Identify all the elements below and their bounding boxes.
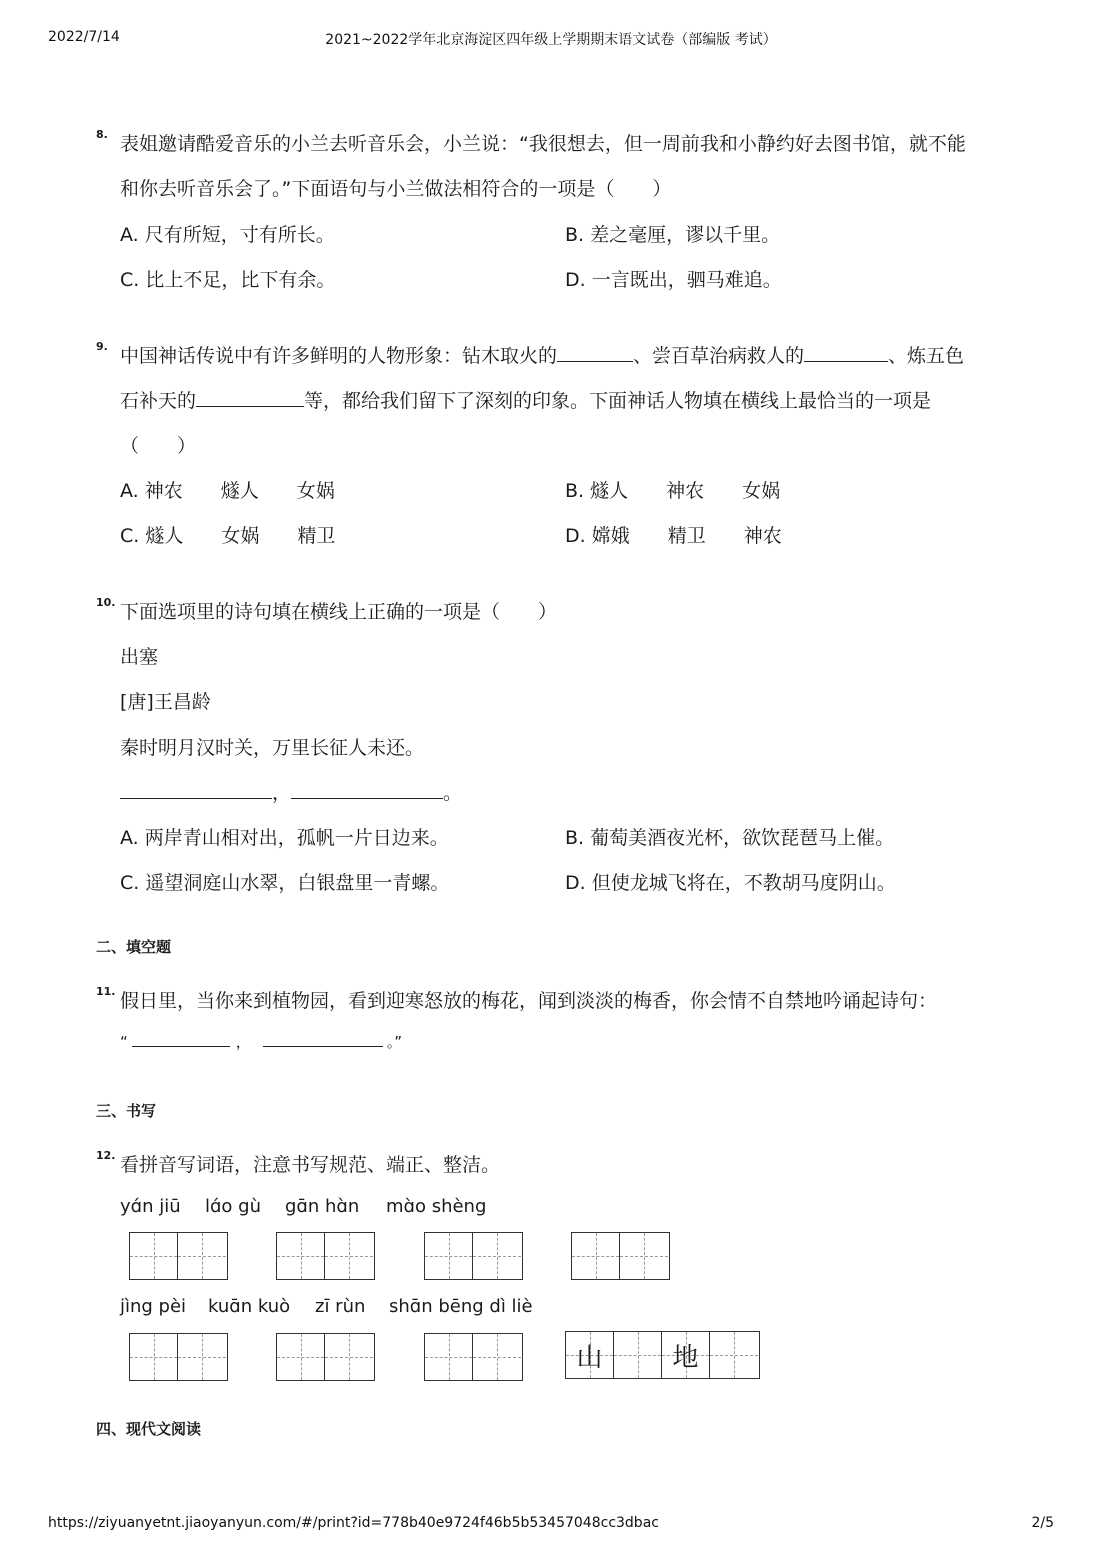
q11-answer-line: [120, 1031, 402, 1052]
writing-grid[interactable]: [571, 1232, 670, 1280]
grid-cell: [566, 1332, 614, 1378]
grid-cell[interactable]: [130, 1233, 178, 1279]
poem-verse: 秦时明月汉时关，万里长征人未还。: [120, 737, 425, 759]
q9-text-1a: 中国神话传说中有许多鲜明的人物形象：钻木取火的: [120, 345, 558, 367]
grid-cell[interactable]: [473, 1334, 521, 1380]
comma: ，: [235, 1033, 251, 1051]
given-character: 地: [672, 1342, 699, 1373]
q12-stem: 看拼音写词语，注意书写规范、端正、整洁。: [120, 1154, 501, 1176]
grid-cell[interactable]: [620, 1233, 668, 1279]
grid-cell[interactable]: [425, 1334, 473, 1380]
q8-stem-line2: 和你去听音乐会了。”下面语句与小兰做法相符合的一项是（ ）: [120, 178, 672, 200]
question-number-8: 8.: [96, 128, 108, 141]
blank-line: [196, 405, 304, 407]
pinyin-label: shɑ̄n bēng dì liè: [389, 1296, 533, 1317]
grid-cell[interactable]: [277, 1233, 325, 1279]
writing-grid[interactable]: [129, 1232, 228, 1280]
q10-stem: 下面选项里的诗句填在横线上正确的一项是（ ）: [120, 601, 558, 623]
section-heading-reading: 四、现代文阅读: [96, 1420, 202, 1438]
q8-option-b[interactable]: B. 差之毫厘，谬以千里。: [565, 224, 781, 246]
q8-option-d[interactable]: D. 一言既出，驷马难追。: [565, 269, 782, 291]
q10-option-c[interactable]: C. 遥望洞庭山水翠，白银盘里一青螺。: [120, 872, 450, 894]
writing-grid[interactable]: [129, 1333, 228, 1381]
blank-line: [291, 797, 443, 799]
question-number-9: 9.: [96, 340, 108, 353]
grid-cell[interactable]: [130, 1334, 178, 1380]
q9-option-c[interactable]: C. 燧人 女娲 精卫: [120, 525, 336, 547]
page-number: 2/5: [1031, 1515, 1054, 1531]
grid-cell[interactable]: [325, 1334, 373, 1380]
blank-line: [557, 360, 633, 362]
poem-blank-line: [120, 778, 462, 805]
poem-author: [唐]王昌龄: [120, 691, 211, 713]
grid-cell[interactable]: [277, 1334, 325, 1380]
q9-text-2b: 等，都给我们留下了深刻的印象。下面神话人物填在横线上最恰当的一项是: [304, 390, 932, 412]
q9-text-1b: 、尝百草治病救人的: [633, 345, 805, 367]
q9-option-b[interactable]: B. 燧人 神农 女娲: [565, 480, 781, 502]
writing-grid[interactable]: [276, 1333, 375, 1381]
pinyin-label: jìng pèi: [120, 1296, 187, 1317]
q8-option-a[interactable]: A. 尺有所短，寸有所长。: [120, 224, 335, 246]
q10-option-b[interactable]: B. 葡萄美酒夜光杯，欲饮琵琶马上催。: [565, 827, 895, 849]
q8-stem-line1: 表姐邀请酷爱音乐的小兰去听音乐会，小兰说：“我很想去，但一周前我和小静约好去图书馆，就不能: [120, 133, 966, 155]
writing-grid[interactable]: [276, 1232, 375, 1280]
question-number-12: 12.: [96, 1149, 116, 1162]
q9-stem-line2: [120, 386, 931, 413]
pinyin-label: gɑ̄n hɑ̀n: [285, 1196, 360, 1217]
q11-stem: 假日里，当你来到植物园，看到迎寒怒放的梅花，闻到淡淡的梅香，你会情不自禁地吟诵起诗句：: [120, 990, 938, 1012]
blank-line[interactable]: [263, 1045, 383, 1047]
grid-cell[interactable]: [178, 1334, 226, 1380]
poem-title: 出塞: [120, 646, 159, 668]
grid-cell[interactable]: [425, 1233, 473, 1279]
q9-option-a[interactable]: A. 神农 燧人 女娲: [120, 480, 335, 502]
q9-text-2a: 石补天的: [120, 390, 197, 412]
blank-line: [804, 360, 888, 362]
writing-grid[interactable]: [424, 1232, 523, 1280]
question-number-10: 10.: [96, 596, 116, 609]
close-punct: 。”: [386, 1033, 403, 1051]
grid-cell: [662, 1332, 710, 1378]
footer-url: https://ziyuanyetnt.jiaoyanyun.com/#/print?id=778b40e9724f46b5b53457048cc3dbac: [48, 1515, 659, 1531]
blank-line: [120, 797, 272, 799]
pinyin-label: zī rùn: [315, 1296, 366, 1317]
open-quote: “: [120, 1033, 128, 1051]
writing-grid[interactable]: [424, 1333, 523, 1381]
section-heading-writing: 三、书写: [96, 1102, 157, 1120]
grid-cell[interactable]: [614, 1332, 662, 1378]
blank-line[interactable]: [132, 1045, 230, 1047]
grid-cell[interactable]: [178, 1233, 226, 1279]
question-number-11: 11.: [96, 985, 116, 998]
q9-stem-line3: （ ）: [120, 435, 197, 457]
q10-option-d[interactable]: D. 但使龙城飞将在，不教胡马度阴山。: [565, 872, 896, 894]
pinyin-label: yɑ́n jiū: [120, 1196, 181, 1217]
comma: ，: [272, 782, 292, 804]
document-title: 2021~2022学年北京海淀区四年级上学期期末语文试卷（部编版 考试）: [325, 32, 777, 48]
section-heading-fill-blank: 二、填空题: [96, 938, 172, 956]
q9-option-d[interactable]: D. 嫦娥 精卫 神农: [565, 525, 782, 547]
q9-text-1c: 、炼五色: [888, 345, 965, 367]
grid-cell[interactable]: [572, 1233, 620, 1279]
given-character: 山: [576, 1342, 603, 1373]
grid-cell[interactable]: [473, 1233, 521, 1279]
pinyin-label: lɑ́o gù: [205, 1196, 261, 1217]
q10-option-a[interactable]: A. 两岸青山相对出，孤帆一片日边来。: [120, 827, 449, 849]
grid-cell[interactable]: [325, 1233, 373, 1279]
q8-option-c[interactable]: C. 比上不足，比下有余。: [120, 269, 336, 291]
print-date: 2022/7/14: [48, 29, 120, 45]
q9-stem-line1: [120, 341, 964, 368]
writing-grid-four[interactable]: [565, 1331, 760, 1379]
period: 。: [443, 782, 463, 804]
grid-cell[interactable]: [710, 1332, 758, 1378]
pinyin-label: kuɑ̄n kuò: [208, 1296, 291, 1317]
pinyin-label: mɑ̀o shèng: [386, 1196, 487, 1217]
